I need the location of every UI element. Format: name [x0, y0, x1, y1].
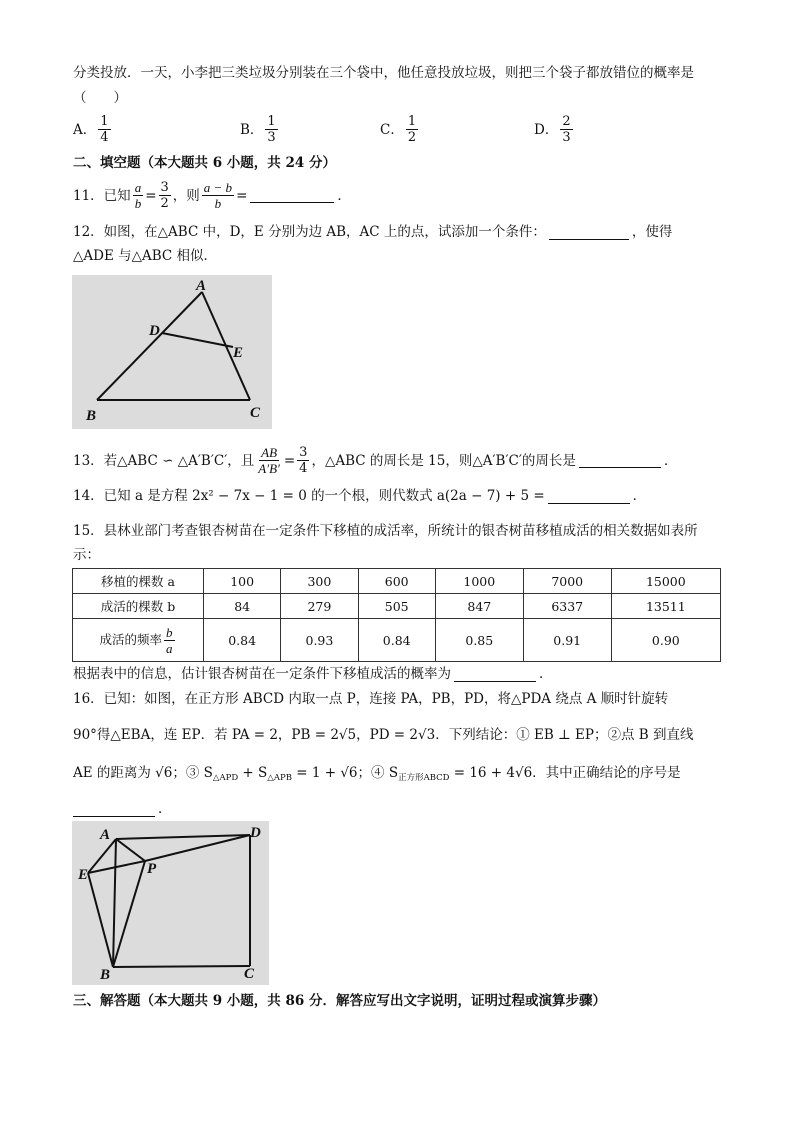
frac-num: 3: [160, 180, 169, 195]
table-cell: 0.84: [204, 619, 281, 662]
frac-den: 2: [160, 196, 169, 211]
q11-prefix: 11．已知: [73, 187, 131, 204]
q11-frac-32: [159, 180, 171, 211]
table-row: [73, 594, 721, 619]
label-d: D: [149, 323, 160, 339]
q11-eq: =: [145, 187, 157, 204]
frac-num: a: [134, 180, 142, 195]
q16-sub-apb: △APB: [267, 773, 292, 783]
q15-data-table: [72, 568, 721, 662]
q14: [73, 486, 646, 506]
q13-answer-blank[interactable]: [579, 453, 661, 468]
segment-pb: [113, 861, 145, 967]
label-b: B: [100, 967, 111, 983]
label-a: A: [100, 827, 111, 843]
q10-option-b: [240, 114, 280, 145]
table-cell: 84: [204, 594, 281, 619]
q12-triangle-figure: [72, 275, 272, 429]
q10-paren: （ ）: [73, 90, 127, 106]
segment-eb: [88, 873, 113, 967]
frac-den: a: [166, 640, 173, 656]
q16-answer-line: [73, 799, 172, 819]
q15-answer-blank[interactable]: [454, 667, 536, 682]
table-cell: 1000: [435, 569, 523, 594]
frac-den: 3: [562, 130, 571, 145]
option-letter: D．: [534, 121, 559, 138]
frac-den: b: [134, 196, 142, 211]
label-e: E: [233, 345, 244, 361]
segment-pd: [145, 835, 250, 861]
frac-num: 1: [100, 114, 109, 129]
option-fraction: [265, 114, 277, 145]
q15-conclusion-text: 根据表中的信息，估计银杏树苗在一定条件下移植成活的概率为: [73, 666, 451, 682]
frac-num: a − b: [203, 180, 233, 195]
q16-line3: [73, 763, 681, 788]
label-c: C: [244, 966, 255, 982]
row-header-frac: [164, 625, 175, 656]
table-cell: 0.91: [523, 619, 611, 662]
q15-end: ．: [539, 666, 553, 682]
q10-option-d: [534, 114, 575, 145]
q12-triangle-svg: [72, 275, 272, 429]
q12-text: 12．如图，在△ABC 中，D，E 分别为边 AB，AC 上的点，试添加一个条件：: [73, 224, 546, 240]
option-letter: C．: [380, 121, 404, 138]
q11-tail: =: [236, 187, 248, 204]
table-cell: 847: [435, 594, 523, 619]
table-cell: 7000: [523, 569, 611, 594]
table-cell: 100: [204, 569, 281, 594]
segment-ab: [97, 292, 202, 400]
frac-den: 2: [407, 130, 417, 145]
q16-answer-blank[interactable]: [73, 802, 155, 817]
table-row: [73, 569, 721, 594]
q10-option-a: [73, 114, 113, 145]
q12-line1: [73, 222, 672, 242]
q12-tail: ，使得: [631, 224, 673, 240]
q16-text-a: AE 的距离为 √6；③ S: [73, 765, 213, 781]
q13-frac-34: [297, 445, 309, 476]
label-p: P: [147, 861, 157, 877]
frac-den: 4: [299, 461, 308, 476]
option-fraction: [560, 114, 572, 145]
table-cell: 505: [358, 594, 435, 619]
table-cell: 300: [281, 569, 358, 594]
row-header: [73, 619, 204, 662]
q16-line1: 16．已知：如图，在正方形 ABCD 内取一点 P，连接 PA，PB，PD，将△PDA 绕点 A 顺时针旋转: [73, 691, 669, 707]
frac-num: 2: [562, 114, 571, 129]
frac-num: 1: [407, 114, 417, 129]
frac-num: AB: [261, 445, 278, 460]
segment-ab: [113, 839, 116, 967]
label-d: D: [250, 825, 261, 841]
section-2-heading: 二、填空题（本大题共 6 小题，共 24 分）: [73, 155, 336, 171]
q11-frac-amb: [202, 180, 234, 211]
q16-square-svg: [72, 821, 269, 985]
option-fraction: [98, 114, 110, 145]
label-a: A: [196, 278, 207, 294]
q10-option-c: [380, 114, 420, 145]
frac-num: 3: [299, 445, 308, 460]
segment-bc: [113, 966, 250, 967]
q13-prefix: 13．若△ABC ∽ △A′B′C′，且: [73, 452, 255, 469]
frac-num: b: [166, 624, 173, 640]
q16-sub-apd: △APD: [212, 773, 239, 783]
q11: [73, 180, 351, 211]
q16-end: ．: [158, 801, 172, 817]
table-cell: 15000: [611, 569, 720, 594]
table-cell: 0.93: [281, 619, 358, 662]
q16-text-c: = 1 + √6；④ S: [291, 765, 399, 781]
q12-answer-blank[interactable]: [549, 225, 629, 240]
q13-eq: =: [283, 452, 296, 469]
q10-stem: 分类投放．一天，小李把三类垃圾分别装在三个袋中，他任意投放垃圾，则把三个袋子都放错位的概率是: [73, 65, 694, 81]
q16-text-b: + S: [238, 765, 268, 781]
table-cell: 0.90: [611, 619, 720, 662]
table-cell: 0.84: [358, 619, 435, 662]
option-letter: A．: [73, 121, 97, 138]
q12-line2: △ADE 与△ABC 相似．: [73, 248, 218, 264]
table-cell: 6337: [523, 594, 611, 619]
q14-answer-blank[interactable]: [548, 489, 630, 504]
q15-line1: 15．县林业部门考查银杏树苗在一定条件下移植的成活率，所统计的银杏树苗移植成活的相关数据如表所: [73, 523, 698, 539]
q15-conclusion: [73, 664, 553, 684]
segment-ad: [116, 835, 250, 839]
q13-mid: ，△ABC 的周长是 15，则△A′B′C′的周长是: [311, 452, 576, 469]
q13-end: ．: [663, 452, 678, 469]
q14-text: 14．已知 a 是方程 2x² − 7x − 1 = 0 的一个根，则代数式 a(2a − 7) + 5 =: [73, 488, 545, 504]
label-b: B: [86, 408, 97, 424]
table-row: [73, 619, 721, 662]
frac-den: A′B′: [258, 461, 280, 476]
q16-sub-square: 正方形ABCD: [398, 773, 450, 783]
row-header: 成活的棵数 b: [73, 594, 204, 619]
q16-square-figure: [72, 821, 269, 985]
table-cell: 0.85: [435, 619, 523, 662]
q11-frac-ab: [133, 180, 144, 211]
section-3-heading: 三、解答题（本大题共 9 小题，共 86 分．解答应写出文字说明，证明过程或演算步骤）: [73, 993, 606, 1009]
frac-den: 4: [100, 130, 109, 145]
row-header: 移植的棵数 a: [73, 569, 204, 594]
q11-mid: ，则: [172, 187, 200, 204]
table-cell: 13511: [611, 594, 720, 619]
q14-end: ．: [632, 488, 647, 504]
label-e: E: [78, 867, 89, 883]
row-header-text: 成活的频率: [99, 631, 162, 647]
frac-den: b: [214, 196, 222, 211]
q16-text-d: = 16 + 4√6．其中正确结论的序号是: [449, 765, 681, 781]
table-cell: 279: [281, 594, 358, 619]
q13-frac-ab: [256, 445, 282, 476]
label-c: C: [250, 405, 261, 421]
q15-line2: 示：: [73, 547, 100, 563]
option-letter: B．: [240, 121, 264, 138]
q11-answer-blank[interactable]: [250, 188, 334, 203]
segment-ap: [116, 839, 145, 861]
frac-den: 3: [267, 130, 276, 145]
option-fraction: [406, 114, 418, 145]
q13: [73, 445, 677, 476]
frac-num: 1: [267, 114, 276, 129]
table-cell: 600: [358, 569, 435, 594]
q16-line2: 90°得△EBA，连 EP．若 PA = 2，PB = 2√5，PD = 2√3．下列结论：① EB ⊥ EP；②点 B 到直线: [73, 727, 694, 743]
q11-end: ．: [337, 187, 351, 204]
